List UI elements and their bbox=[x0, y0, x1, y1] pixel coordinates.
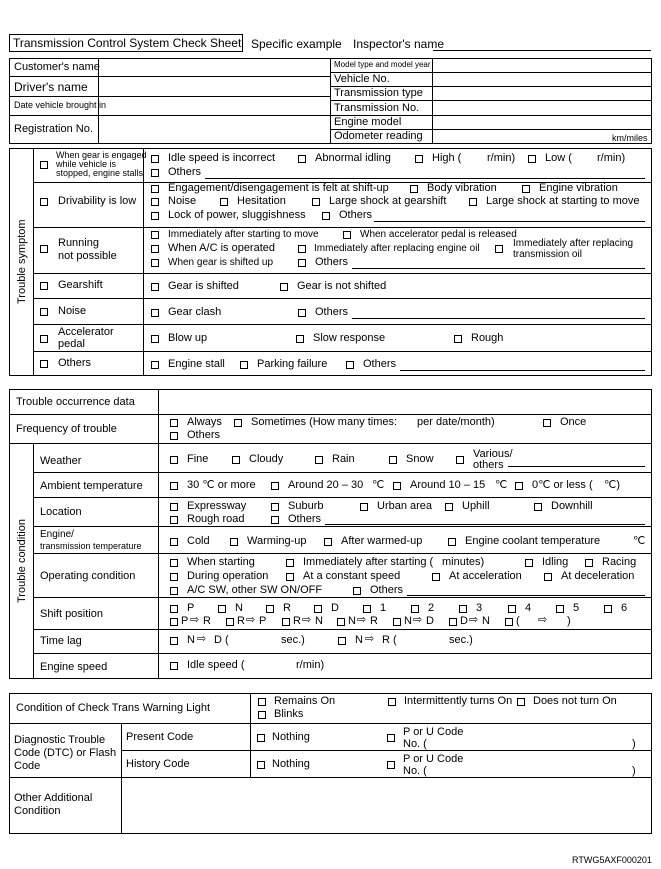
odometer-label: Odometer reading bbox=[334, 130, 423, 142]
t30-label: 30 ℃ or more bbox=[187, 479, 256, 491]
engine-temp-label-2: transmission temperature bbox=[40, 541, 142, 551]
rough-label: Rough bbox=[471, 332, 504, 344]
snow-checkbox[interactable] bbox=[389, 456, 397, 464]
history-pu-label-1: P or U Code bbox=[403, 753, 464, 765]
remains-on-checkbox[interactable] bbox=[258, 698, 266, 706]
shift-label-6: 6 bbox=[621, 602, 628, 614]
trouble-condition-label: Trouble condition bbox=[16, 519, 28, 603]
not-on-label: Does not turn On bbox=[533, 695, 617, 707]
idle-incorrect-label: Idle speed is incorrect bbox=[168, 152, 275, 164]
engine-stalls-checkbox[interactable] bbox=[40, 161, 48, 169]
slow-response-label: Slow response bbox=[313, 332, 386, 344]
dtc-section bbox=[9, 693, 652, 834]
running-label-2: not possible bbox=[58, 250, 117, 262]
rain-label: Rain bbox=[332, 453, 355, 465]
noise-others-checkbox[interactable] bbox=[298, 309, 306, 317]
shift-transition-checkbox[interactable] bbox=[282, 618, 290, 626]
shift-to: R bbox=[370, 615, 378, 627]
shift-label-1: 1 bbox=[380, 602, 387, 614]
low-rmin: r/min) bbox=[597, 152, 626, 164]
operating-label: Operating condition bbox=[40, 570, 136, 582]
after-warm-checkbox[interactable] bbox=[324, 538, 332, 546]
engine-model-label: Engine model bbox=[334, 116, 402, 128]
operating-others-checkbox[interactable] bbox=[353, 587, 361, 595]
sec2-label: sec.) bbox=[449, 634, 473, 646]
during-op-checkbox[interactable] bbox=[170, 573, 178, 581]
engagement-checkbox[interactable] bbox=[151, 185, 159, 193]
right-arrow-icon: ⇨ bbox=[246, 614, 256, 626]
low-checkbox[interactable] bbox=[528, 155, 536, 163]
engine-temp-label-1: Engine/ bbox=[40, 529, 74, 540]
when-starting-checkbox[interactable] bbox=[170, 559, 178, 567]
symptom-others-checkbox[interactable] bbox=[40, 360, 48, 368]
drivability-others-checkbox[interactable] bbox=[322, 212, 330, 220]
transmission-no-label: Transmission No. bbox=[334, 102, 420, 114]
suburb-checkbox[interactable] bbox=[271, 503, 279, 511]
frequency-label: Frequency of trouble bbox=[16, 423, 117, 435]
weather-label: Weather bbox=[40, 455, 82, 467]
shift-checkbox-1[interactable] bbox=[363, 605, 371, 613]
low-label: Low ( bbox=[545, 152, 572, 164]
abnormal-idling-label: Abnormal idling bbox=[315, 152, 391, 164]
sometimes-checkbox[interactable] bbox=[234, 419, 242, 427]
intermittent-checkbox[interactable] bbox=[388, 698, 396, 706]
shift-to: N bbox=[315, 615, 323, 627]
imm-start-move-checkbox[interactable] bbox=[151, 231, 159, 239]
noise-others-label: Others bbox=[315, 306, 349, 318]
vehicle-no-label: Vehicle No. bbox=[334, 73, 390, 85]
shift-from: N bbox=[404, 615, 412, 627]
always-label: Always bbox=[187, 416, 222, 428]
remains-on-label: Remains On bbox=[274, 695, 336, 707]
gear-clash-label: Gear clash bbox=[168, 306, 222, 318]
imm-trans-oil-label-1: Immediately after replacing bbox=[513, 238, 634, 249]
shift-to: R bbox=[203, 615, 211, 627]
accelerator-checkbox[interactable] bbox=[40, 335, 48, 343]
blinks-checkbox[interactable] bbox=[258, 711, 266, 719]
racing-label: Racing bbox=[602, 556, 637, 568]
freq-others-label: Others bbox=[187, 429, 221, 441]
engaged-label-3: stopped, engine stalls bbox=[56, 168, 144, 178]
running-others-label: Others bbox=[315, 256, 349, 268]
parking-failure-label: Parking failure bbox=[257, 358, 328, 370]
racing-checkbox[interactable] bbox=[585, 559, 593, 567]
c2-label: ℃ bbox=[495, 479, 508, 491]
nr-pre: N bbox=[355, 634, 363, 646]
history-nothing-label: Nothing bbox=[272, 758, 310, 770]
t30-checkbox[interactable] bbox=[170, 482, 178, 490]
gear-clash-checkbox[interactable] bbox=[151, 309, 159, 317]
engaged-others-label: Others bbox=[168, 166, 202, 178]
accel-released-checkbox[interactable] bbox=[343, 231, 351, 239]
shift-checkbox-N[interactable] bbox=[218, 605, 226, 613]
urban-label: Urban area bbox=[377, 500, 433, 512]
shift-transition-checkbox[interactable] bbox=[449, 618, 457, 626]
minutes-label: minutes) bbox=[442, 556, 485, 568]
other-condition-label-2: Condition bbox=[14, 805, 61, 817]
per-date-label: per date/month) bbox=[417, 416, 495, 428]
expressway-label: Expressway bbox=[187, 500, 247, 512]
model-type-label: Model type and model year bbox=[334, 60, 431, 69]
shift-transition-checkbox[interactable] bbox=[226, 618, 234, 626]
present-nothing-label: Nothing bbox=[272, 731, 310, 743]
gearshift-label: Gearshift bbox=[58, 279, 103, 291]
shift-transition-checkbox[interactable] bbox=[393, 618, 401, 626]
sometimes-label: Sometimes (How many times: bbox=[251, 416, 398, 428]
shifted-up-checkbox[interactable] bbox=[151, 259, 159, 267]
shift-position-label: Shift position bbox=[40, 608, 103, 620]
shift-checkbox-P[interactable] bbox=[170, 605, 178, 613]
shift-checkbox-3[interactable] bbox=[459, 605, 467, 613]
nr-post: R ( bbox=[382, 634, 397, 646]
acsw-label: A/C SW, other SW ON/OFF bbox=[187, 584, 323, 596]
rain-checkbox[interactable] bbox=[315, 456, 323, 464]
right-arrow-icon: ⇨ bbox=[413, 614, 423, 626]
shift-to: P bbox=[259, 615, 267, 627]
present-nothing-checkbox[interactable] bbox=[257, 734, 265, 742]
others-others-label: Others bbox=[363, 358, 397, 370]
dtc-label-3: Code bbox=[14, 760, 41, 772]
shift-to: ) bbox=[567, 615, 571, 627]
shift-label-R: R bbox=[283, 602, 291, 614]
running-label-1: Running bbox=[58, 237, 99, 249]
hesitation-label: Hesitation bbox=[237, 195, 286, 207]
imm-engine-oil-checkbox[interactable] bbox=[298, 245, 306, 253]
right-arrow-icon: ⇨ bbox=[302, 614, 312, 626]
imm-trans-oil-checkbox[interactable] bbox=[495, 245, 503, 253]
engaged-label-2: while vehicle is bbox=[56, 159, 117, 169]
large-shock-checkbox[interactable] bbox=[312, 198, 320, 206]
drivability-checkbox[interactable] bbox=[40, 198, 48, 206]
downhill-checkbox[interactable] bbox=[534, 503, 542, 511]
idle-rmin-label: r/min) bbox=[296, 659, 325, 671]
c1-label: ℃ bbox=[372, 479, 385, 491]
ac-operated-checkbox[interactable] bbox=[151, 245, 159, 253]
ac-operated-label: When A/C is operated bbox=[168, 242, 276, 254]
history-nothing-checkbox[interactable] bbox=[257, 761, 265, 769]
fine-label: Fine bbox=[187, 453, 209, 465]
odometer-unit: km/miles bbox=[612, 133, 648, 143]
present-pu-label-1: P or U Code bbox=[403, 726, 464, 738]
date-brought-label: Date vehicle brought in bbox=[14, 100, 107, 110]
dtc-label-2: Code (DTC) or Flash bbox=[14, 747, 117, 759]
downhill-label: Downhill bbox=[551, 500, 593, 512]
present-code-label: Present Code bbox=[126, 731, 194, 743]
trouble-symptom-label: Trouble symptom bbox=[16, 219, 28, 304]
shift-checkbox-2[interactable] bbox=[411, 605, 419, 613]
blinks-label: Blinks bbox=[274, 708, 304, 720]
deceleration-checkbox[interactable] bbox=[544, 573, 552, 581]
imm-engine-oil-label: Immediately after replacing engine oil bbox=[314, 243, 480, 254]
engine-vibration-checkbox[interactable] bbox=[522, 185, 530, 193]
noise-opt-label: Noise bbox=[168, 195, 197, 207]
registration-label: Registration No. bbox=[14, 123, 93, 135]
shift-checkbox-D[interactable] bbox=[314, 605, 322, 613]
dtc-label-1: Diagnostic Trouble bbox=[14, 734, 106, 746]
noise-row-checkbox[interactable] bbox=[40, 308, 48, 316]
inspector-label: Inspector's name bbox=[353, 37, 445, 51]
shift-label-N: N bbox=[235, 602, 243, 614]
ambient-label: Ambient temperature bbox=[40, 480, 143, 492]
deceleration-label: At deceleration bbox=[561, 570, 635, 582]
during-op-label: During operation bbox=[187, 570, 269, 582]
shift-label-4: 4 bbox=[525, 602, 532, 614]
shift-transition-checkbox[interactable] bbox=[170, 618, 178, 626]
cold-label: Cold bbox=[187, 535, 210, 547]
fine-checkbox[interactable] bbox=[170, 456, 178, 464]
history-code-label: History Code bbox=[126, 758, 190, 770]
right-arrow-icon: ⇨ bbox=[538, 614, 548, 626]
footer-code: RTWG5AXF000201 bbox=[572, 855, 652, 865]
body-vibration-label: Body vibration bbox=[427, 182, 497, 194]
uphill-label: Uphill bbox=[462, 500, 490, 512]
around1015-checkbox[interactable] bbox=[393, 482, 401, 490]
shift-label-5: 5 bbox=[573, 602, 580, 614]
imm-after-start-label: Immediately after starting ( bbox=[303, 556, 434, 568]
right-arrow-icon: ⇨ bbox=[469, 614, 479, 626]
shift-from: ( bbox=[516, 615, 520, 627]
right-arrow-icon: ⇨ bbox=[197, 633, 207, 645]
shift-to: D bbox=[426, 615, 434, 627]
running-checkbox[interactable] bbox=[40, 245, 48, 253]
engine-speed-label: Engine speed bbox=[40, 661, 108, 673]
idle-incorrect-checkbox[interactable] bbox=[151, 155, 159, 163]
high-rmin: r/min) bbox=[487, 152, 516, 164]
history-close-paren: ) bbox=[632, 765, 636, 777]
rough-road-checkbox[interactable] bbox=[170, 516, 178, 524]
drivability-others-label: Others bbox=[339, 209, 373, 221]
snow-label: Snow bbox=[406, 453, 434, 465]
shifted-up-label: When gear is shifted up bbox=[168, 257, 274, 268]
accel-label-2: pedal bbox=[58, 338, 85, 350]
gear-shifted-label: Gear is shifted bbox=[168, 280, 239, 292]
symptom-others-label: Others bbox=[58, 357, 92, 369]
acceleration-label: At acceleration bbox=[449, 570, 522, 582]
shift-from: P bbox=[181, 615, 189, 627]
intermittent-label: Intermittently turns On bbox=[404, 695, 513, 707]
nd-post: D ( bbox=[214, 634, 229, 646]
transmission-type-label: Transmission type bbox=[334, 87, 423, 99]
cold-checkbox[interactable] bbox=[170, 538, 178, 546]
engine-stall-checkbox[interactable] bbox=[151, 361, 159, 369]
imm-trans-oil-label-2: transmission oil bbox=[513, 249, 582, 260]
idling-label: Idling bbox=[542, 556, 569, 568]
various-label-2: others bbox=[473, 459, 504, 471]
present-pu-checkbox[interactable] bbox=[387, 734, 395, 742]
warning-light-label: Condition of Check Trans Warning Light bbox=[16, 702, 211, 714]
noise-row-label: Noise bbox=[58, 305, 87, 317]
nd-pre: N bbox=[187, 634, 195, 646]
shift-from: R bbox=[293, 615, 301, 627]
idle-speed-label: Idle speed ( bbox=[187, 659, 245, 671]
urban-checkbox[interactable] bbox=[360, 503, 368, 511]
idle-speed-checkbox[interactable] bbox=[170, 662, 178, 670]
various-checkbox[interactable] bbox=[456, 456, 464, 464]
not-on-checkbox[interactable] bbox=[517, 698, 525, 706]
cloudy-checkbox[interactable] bbox=[232, 456, 240, 464]
sec1-label: sec.) bbox=[281, 634, 305, 646]
engagement-label: Engagement/disengagement is felt at shift-up bbox=[168, 182, 389, 194]
acsw-checkbox[interactable] bbox=[170, 587, 178, 595]
large-shock-start-label: Large shock at starting to move bbox=[486, 195, 640, 207]
idling-checkbox[interactable] bbox=[525, 559, 533, 567]
t0-checkbox[interactable] bbox=[515, 482, 523, 490]
blow-up-label: Blow up bbox=[168, 332, 208, 344]
others-others-checkbox[interactable] bbox=[346, 361, 354, 369]
body-vibration-checkbox[interactable] bbox=[410, 185, 418, 193]
page-title: Transmission Control System Check Sheet bbox=[13, 36, 242, 50]
shift-checkbox-6[interactable] bbox=[604, 605, 612, 613]
gear-not-shifted-checkbox[interactable] bbox=[280, 283, 288, 291]
large-shock-label: Large shock at gearshift bbox=[329, 195, 447, 207]
nd-checkbox[interactable] bbox=[170, 637, 178, 645]
constant-speed-checkbox[interactable] bbox=[286, 573, 294, 581]
right-arrow-icon: ⇨ bbox=[190, 614, 200, 626]
hesitation-checkbox[interactable] bbox=[220, 198, 228, 206]
engaged-label-1: When gear is engaged bbox=[56, 150, 147, 160]
coolant-checkbox[interactable] bbox=[448, 538, 456, 546]
shift-label-P: P bbox=[187, 602, 195, 614]
gear-shifted-checkbox[interactable] bbox=[151, 283, 159, 291]
shift-transition-checkbox[interactable] bbox=[337, 618, 345, 626]
after-warm-label: After warmed-up bbox=[341, 535, 423, 547]
suburb-label: Suburb bbox=[288, 500, 324, 512]
rough-road-label: Rough road bbox=[187, 513, 245, 525]
gearshift-checkbox[interactable] bbox=[40, 282, 48, 290]
shift-from: D bbox=[460, 615, 468, 627]
occurrence-label: Trouble occurrence data bbox=[16, 396, 135, 408]
t0-label: 0℃ or less ( bbox=[532, 479, 593, 491]
gear-not-shifted-label: Gear is not shifted bbox=[297, 280, 387, 292]
lock-power-label: Lock of power, sluggishness bbox=[168, 209, 306, 221]
uphill-checkbox[interactable] bbox=[445, 503, 453, 511]
shift-transition-checkbox[interactable] bbox=[505, 618, 513, 626]
history-pu-checkbox[interactable] bbox=[387, 761, 395, 769]
abnormal-idling-checkbox[interactable] bbox=[298, 155, 306, 163]
shift-checkbox-4[interactable] bbox=[508, 605, 516, 613]
warming-label: Warming-up bbox=[247, 535, 307, 547]
history-pu-label-2: No. ( bbox=[403, 765, 427, 777]
blow-up-checkbox[interactable] bbox=[151, 335, 159, 343]
noise-checkbox[interactable] bbox=[151, 198, 159, 206]
engaged-others-checkbox[interactable] bbox=[151, 169, 159, 177]
right-arrow-icon: ⇨ bbox=[365, 633, 375, 645]
imm-start-move-label: Immediately after starting to move bbox=[168, 229, 319, 240]
various-label-1: Various/ bbox=[473, 448, 513, 460]
when-starting-label: When starting bbox=[187, 556, 255, 568]
around2030-checkbox[interactable] bbox=[271, 482, 279, 490]
constant-speed-label: At a constant speed bbox=[303, 570, 401, 582]
accel-released-label: When accelerator pedal is released bbox=[360, 229, 517, 240]
operating-others-label: Others bbox=[370, 584, 404, 596]
shift-to: N bbox=[482, 615, 490, 627]
shift-from: N bbox=[348, 615, 356, 627]
shift-from: R bbox=[237, 615, 245, 627]
parking-failure-checkbox[interactable] bbox=[240, 361, 248, 369]
specific-example-label: Specific example bbox=[251, 37, 342, 51]
imm-after-start-checkbox[interactable] bbox=[286, 559, 294, 567]
expressway-checkbox[interactable] bbox=[170, 503, 178, 511]
drivability-label: Drivability is low bbox=[58, 195, 137, 207]
rough-checkbox[interactable] bbox=[454, 335, 462, 343]
once-label: Once bbox=[560, 416, 587, 428]
large-shock-start-checkbox[interactable] bbox=[469, 198, 477, 206]
inspector-line bbox=[433, 50, 651, 51]
cloudy-label: Cloudy bbox=[249, 453, 284, 465]
shift-checkbox-R[interactable] bbox=[266, 605, 274, 613]
around1015-label: Around 10 – 15 bbox=[410, 479, 486, 491]
right-arrow-icon: ⇨ bbox=[357, 614, 367, 626]
nr-checkbox[interactable] bbox=[338, 637, 346, 645]
warming-checkbox[interactable] bbox=[230, 538, 238, 546]
customer-name-label: Customer's name bbox=[14, 61, 100, 73]
other-condition-label-1: Other Additional bbox=[14, 792, 93, 804]
location-label: Location bbox=[40, 506, 82, 518]
coolant-label: Engine coolant temperature bbox=[465, 535, 601, 547]
accel-label-1: Accelerator bbox=[58, 326, 114, 338]
acceleration-checkbox[interactable] bbox=[432, 573, 440, 581]
driver-name-label: Driver's name bbox=[14, 80, 88, 94]
time-lag-label: Time lag bbox=[40, 635, 82, 647]
location-others-checkbox[interactable] bbox=[271, 516, 279, 524]
present-pu-label-2: No. ( bbox=[403, 738, 427, 750]
running-others-checkbox[interactable] bbox=[298, 259, 306, 267]
shift-label-3: 3 bbox=[476, 602, 483, 614]
high-checkbox[interactable] bbox=[415, 155, 423, 163]
coolant-c-label: ℃ bbox=[633, 535, 646, 547]
once-checkbox[interactable] bbox=[543, 419, 551, 427]
present-close-paren: ) bbox=[632, 738, 636, 750]
around2030-label: Around 20 – 30 bbox=[288, 479, 364, 491]
shift-label-2: 2 bbox=[428, 602, 435, 614]
shift-checkbox-5[interactable] bbox=[556, 605, 564, 613]
high-label: High ( bbox=[432, 152, 462, 164]
engine-stall-label: Engine stall bbox=[168, 358, 225, 370]
freq-others-checkbox[interactable] bbox=[170, 432, 178, 440]
lock-power-checkbox[interactable] bbox=[151, 212, 159, 220]
shift-label-D: D bbox=[331, 602, 339, 614]
engine-vibration-label: Engine vibration bbox=[539, 182, 618, 194]
c3-label: ℃) bbox=[604, 479, 621, 491]
location-others-label: Others bbox=[288, 513, 322, 525]
always-checkbox[interactable] bbox=[170, 419, 178, 427]
slow-response-checkbox[interactable] bbox=[296, 335, 304, 343]
